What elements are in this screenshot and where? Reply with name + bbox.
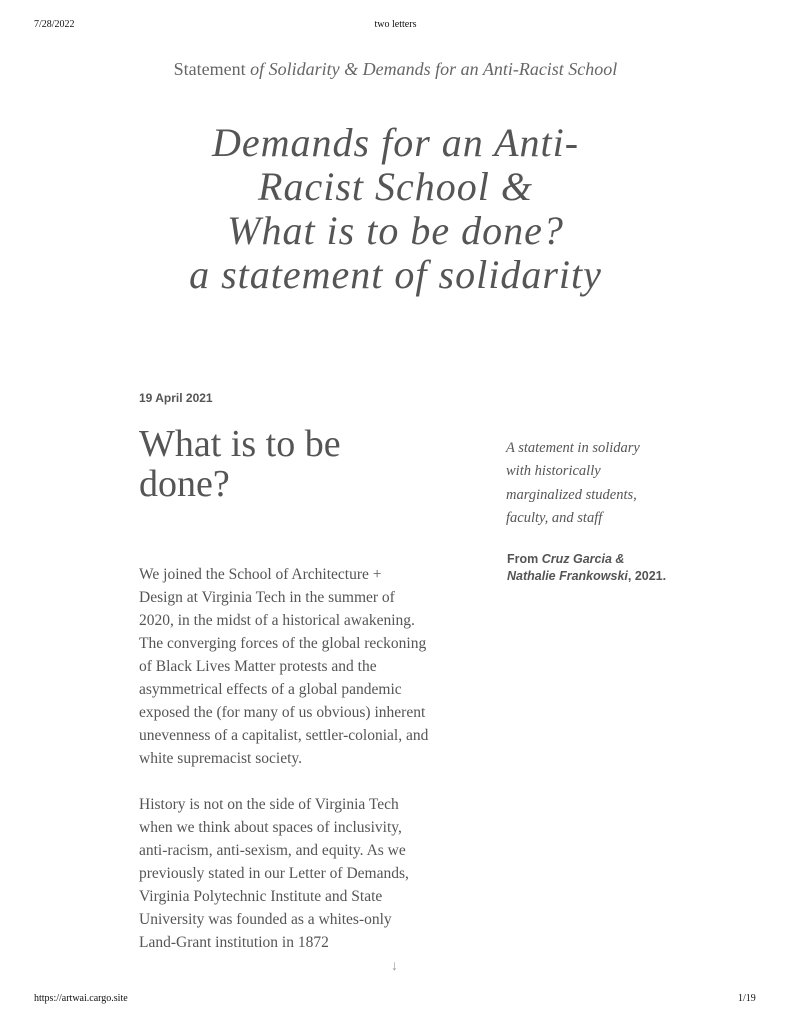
- credit-authors: Cruz Garcia & Nathalie Frankowski: [507, 552, 628, 583]
- print-page-number: 1/19: [738, 993, 756, 1004]
- sidebar-credit: [507, 551, 667, 585]
- print-title: two letters: [374, 19, 417, 30]
- site-title-plain: Statement: [173, 59, 251, 79]
- title-line: Demands for an Anti-: [211, 120, 580, 165]
- article-date: 19 April 2021: [139, 391, 213, 405]
- print-url: https://artwai.cargo.site: [34, 993, 128, 1004]
- site-title[interactable]: [0, 59, 791, 80]
- title-line: a statement of solidarity: [189, 252, 602, 297]
- title-line: Racist School &: [258, 164, 533, 209]
- scroll-down-arrow-icon: ↓: [391, 959, 398, 974]
- credit-from: From: [507, 552, 542, 566]
- paragraph: History is not on the side of Virginia Tech when we think about spaces of inclusivity, anti-racism, anti-sexism, and equity. As we previously stated in our Letter of Demands, Virginia Polytechnic Institute and State University was founded as a whites-only Land-Grant institution in 1872: [139, 796, 409, 951]
- paragraph: We joined the School of Architecture + Design at Virginia Tech in the summer of 2020, in the midst of a historical awakening. The converging forces of the global reckoning of Black Lives Matter protests and the asymmetrical effects of a global pandemic exposed the (for many of us obvious) inherent unevenness of a capitalist, settler-colonial, and white supremacist society.: [139, 566, 429, 767]
- print-date: 7/28/2022: [34, 19, 75, 30]
- site-title-italic: of Solidarity & Demands for an Anti-Racist School: [250, 59, 618, 79]
- article-heading: What is to be done?: [139, 423, 341, 505]
- title-line: What is to be done?: [227, 208, 564, 253]
- credit-year: , 2021.: [627, 569, 667, 583]
- article-body: [139, 563, 429, 989]
- sidebar-statement: A statement in solidary with historically marginalized students, faculty, and staff: [506, 440, 640, 526]
- page-title: [100, 121, 691, 297]
